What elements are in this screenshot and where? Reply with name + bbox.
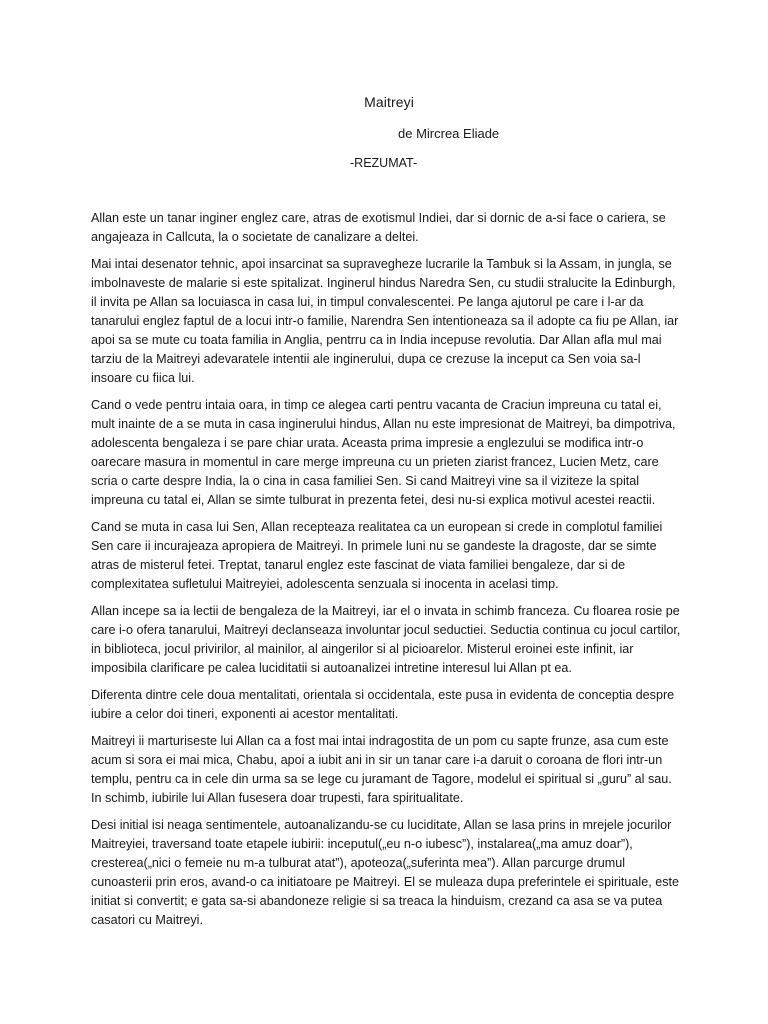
paragraph-4: Cand se muta in casa lui Sen, Allan recepteaza realitatea ca un european si crede in complotul familiei Sen care ii incurajeaza apropiera de Maitreyi. In primele luni nu se gandeste la dragoste, dar se simte atras de misterul fetei. Treptat, tanarul englez este fascinat de viata familiei bengaleze, dar si de complexitatea sufletului Maitreyiei, adolescenta senzuala si inocenta in acelasi timp. xyxy=(91,520,663,591)
document-subtitle: -REZUMAT- xyxy=(350,156,418,170)
paragraph-3: Cand o vede pentru intaia oara, in timp ce alegea carti pentru vacanta de Craciun impreuna cu tatal ei, mult inainte de a se muta in casa inginerului hindus, Allan nu este impresionat de Maitreyi, ba dimpotriva, adolescenta bengaleza i se pare chiar urata. Aceasta prima impresie a englezului se modifica intr-o oarecare masura in momentul in care merge impreuna cu un prieten ziarist francez, Lucien Metz, care scria o carte despre India, la o cina in casa familiei Sen. Si cand Maitreyi vine sa il viziteze la spital impreuna cu tatal ei, Allan se simte tulburat in prezenta fetei, desi nu-si explica motivul acestei reactii. xyxy=(91,398,676,507)
document-author: de Mircrea Eliade xyxy=(398,126,500,141)
paragraph-8: Desi initial isi neaga sentimentele, autoanalizandu-se cu luciditate, Allan se lasa prins in mrejele jocurilor Maitreyiei, traversand toate etapele iubirii: inceputul(„eu n-o iubesc”), instalarea(„ma amuz doar”), cresterea(„nici o femeie nu m-a tulburat atat”), apoteoza(„suferinta mea”). Allan parcurge drumul cunoasterii prin eros, avand-o ca initiatoare pe Maitreyi. El se muleaza dupa preferintele ei spirituale, este initiat si convertit; e gata sa-si abandoneze religie si sa treaca la hinduism, crezand ca asa se va putea casatori cu Maitreyi. xyxy=(91,818,680,927)
document-body xyxy=(91,209,682,938)
paragraph-5: Allan incepe sa ia lectii de bengaleza de la Maitreyi, iar el o invata in schimb franceza. Cu floarea rosie pe care i-o ofera tanarului, Maitreyi declanseaza involuntar jocul seductiei. Seductia continua cu jocul cartilor, in biblioteca, jocul privirilor, al mainilor, al aingerilor si al picioarelor. Misterul eroinei este infinit, iar imposibila clarificare pe calea luciditatii si autoanalizei intretine interesul lui Allan pt ea. xyxy=(91,604,681,675)
paragraph-2: Mai intai desenator tehnic, apoi insarcinat sa supravegheze lucrarile la Tambuk si la Assam, in jungla, se imbolnaveste de malarie si este spitalizat. Inginerul hindus Naredra Sen, cu studii stralucite la Edinburgh, il invita pe Allan sa locuiasca in casa lui, in timpul convalescentei. Pe langa ajutorul pe care i l-ar da tanarului englez faptul de a locui intr-o familie, Narendra Sen intentioneaza sa il adopte ca fiu pe Allan, iar apoi sa se mute cu toata familia in Anglia, pentrru ca in India incepuse revolutia. Dar Allan afla mul mai tarziu de la Maitreyi adevaratele intentii ale inginerului, dupa ce crezuse la inceput ca Sen voia sa-l insoare cu fiica lui. xyxy=(91,257,679,385)
paragraph-1: Allan este un tanar inginer englez care, atras de exotismul Indiei, dar si dornic de a-si face o cariera, se angajeaza in Callcuta, la o societate de canalizare a deltei. xyxy=(91,211,666,244)
paragraph-6: Diferenta dintre cele doua mentalitati, orientala si occidentala, este pusa in evidenta de conceptia despre iubire a celor doi tineri, exponenti ai acestor mentalitati. xyxy=(91,688,675,721)
document-title: Maitreyi xyxy=(364,94,414,110)
paragraph-7: Maitreyi ii marturiseste lui Allan ca a fost mai intai indragostita de un pom cu sapte frunze, asa cum este acum si sora ei mai mica, Chabu, apoi a iubit ani in sir un tanar care i-a daruit o coroana de flori intr-un templu, pentru ca in cele din urma sa se lege cu juramant de Tagore, modelul ei spiritual si „guru” al sau. In schimb, iubirile lui Allan fusesera doar trupesti, fara spiritualitate. xyxy=(91,734,672,805)
